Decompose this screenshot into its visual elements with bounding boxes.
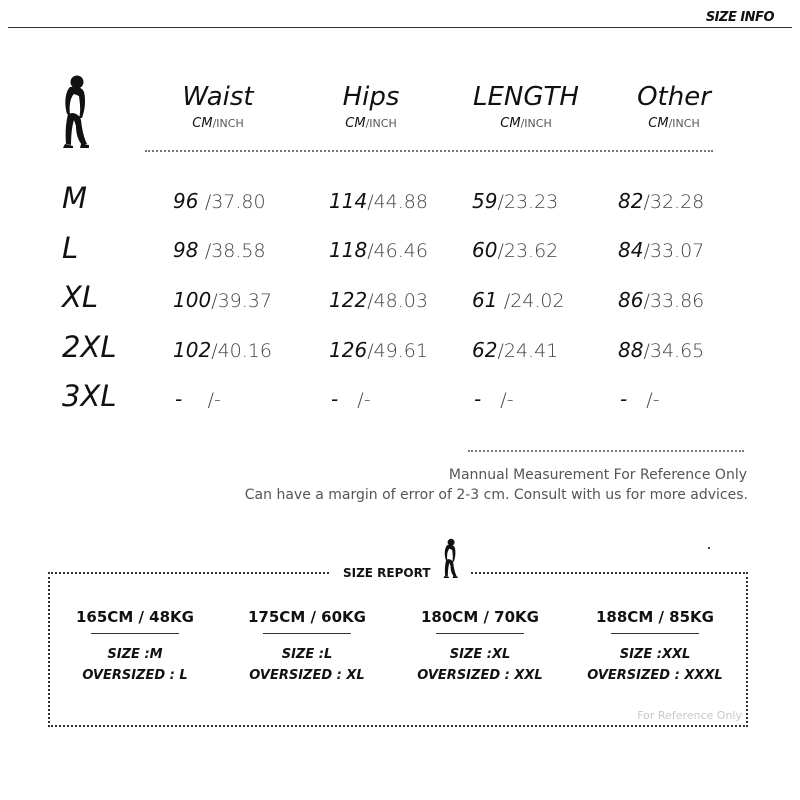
size-label-xl: XL [62, 280, 99, 314]
table-cell: 61 /24.02 [472, 288, 565, 312]
ape-figure-icon [58, 74, 92, 148]
table-cell: - /- [474, 387, 514, 411]
col-header-waist [148, 80, 288, 131]
size-profile [570, 608, 740, 686]
col-unit: CM/INCH [345, 116, 397, 131]
size-profile [395, 608, 565, 686]
col-header-length [456, 80, 596, 131]
page-title: SIZE INFO [705, 10, 774, 25]
table-cell: 126/49.61 [329, 338, 428, 362]
size-profile [222, 608, 392, 686]
oversized-size: OVERSIZED : XXXL [587, 668, 723, 683]
oversized-size: OVERSIZED : XL [249, 668, 365, 683]
col-name: Other [637, 82, 711, 112]
reference-only-footnote: For Reference Only [637, 709, 742, 722]
oversized-size: OVERSIZED : L [82, 668, 188, 683]
height-weight: 188CM / 85KG [596, 608, 714, 626]
measurement-note: Mannual Measurement For Reference Only [448, 467, 747, 483]
table-cell: 96 /37.80 [173, 189, 266, 213]
table-cell: 118/46.46 [329, 238, 428, 262]
col-unit: CM/INCH [648, 116, 700, 131]
notes-dotted-divider [468, 450, 744, 452]
margin-note: Can have a margin of error of 2-3 cm. Consult with us for more advices. [244, 487, 748, 503]
table-cell: 86/33.86 [618, 288, 705, 312]
col-unit: CM/INCH [500, 116, 552, 131]
decorative-dot [708, 547, 710, 549]
profile-underline [91, 633, 179, 634]
table-cell: 98 /38.58 [173, 238, 266, 262]
size-label-m: M [62, 181, 88, 215]
table-cell: - /- [620, 387, 660, 411]
table-cell: 88/34.65 [618, 338, 705, 362]
header-divider [8, 27, 792, 28]
table-cell: 84/33.07 [618, 238, 705, 262]
profile-underline [436, 633, 524, 634]
table-cell: 59/23.23 [472, 189, 559, 213]
col-unit: CM/INCH [192, 116, 244, 131]
table-cell: 62/24.41 [472, 338, 559, 362]
col-name: Hips [342, 82, 400, 112]
recommended-size: SIZE :XXL [619, 647, 691, 662]
size-label-2xl: 2XL [62, 330, 117, 364]
size-label-l: L [62, 231, 79, 265]
size-label-3xl: 3XL [62, 379, 117, 413]
header-dotted-divider [145, 150, 713, 152]
height-weight: 180CM / 70KG [421, 608, 539, 626]
recommended-size: SIZE :XL [449, 647, 511, 662]
table-cell: 82/32.28 [618, 189, 705, 213]
ape-figure-icon [440, 538, 460, 578]
profile-underline [263, 633, 351, 634]
table-cell: - /- [175, 387, 221, 411]
recommended-size: SIZE :M [107, 647, 163, 662]
report-title: SIZE REPORT [343, 566, 431, 580]
col-header-hips [301, 80, 441, 131]
oversized-size: OVERSIZED : XXL [417, 668, 543, 683]
col-name: LENGTH [473, 82, 579, 112]
table-cell: 102/40.16 [173, 338, 272, 362]
recommended-size: SIZE :L [281, 647, 333, 662]
table-cell: 122/48.03 [329, 288, 428, 312]
col-header-other [604, 80, 744, 131]
table-cell: 100/39.37 [173, 288, 272, 312]
height-weight: 175CM / 60KG [248, 608, 366, 626]
table-cell: 114/44.88 [329, 189, 428, 213]
profile-underline [611, 633, 699, 634]
table-cell: - /- [331, 387, 371, 411]
height-weight: 165CM / 48KG [76, 608, 194, 626]
table-cell: 60/23.62 [472, 238, 559, 262]
size-profile [50, 608, 220, 686]
col-name: Waist [182, 82, 254, 112]
